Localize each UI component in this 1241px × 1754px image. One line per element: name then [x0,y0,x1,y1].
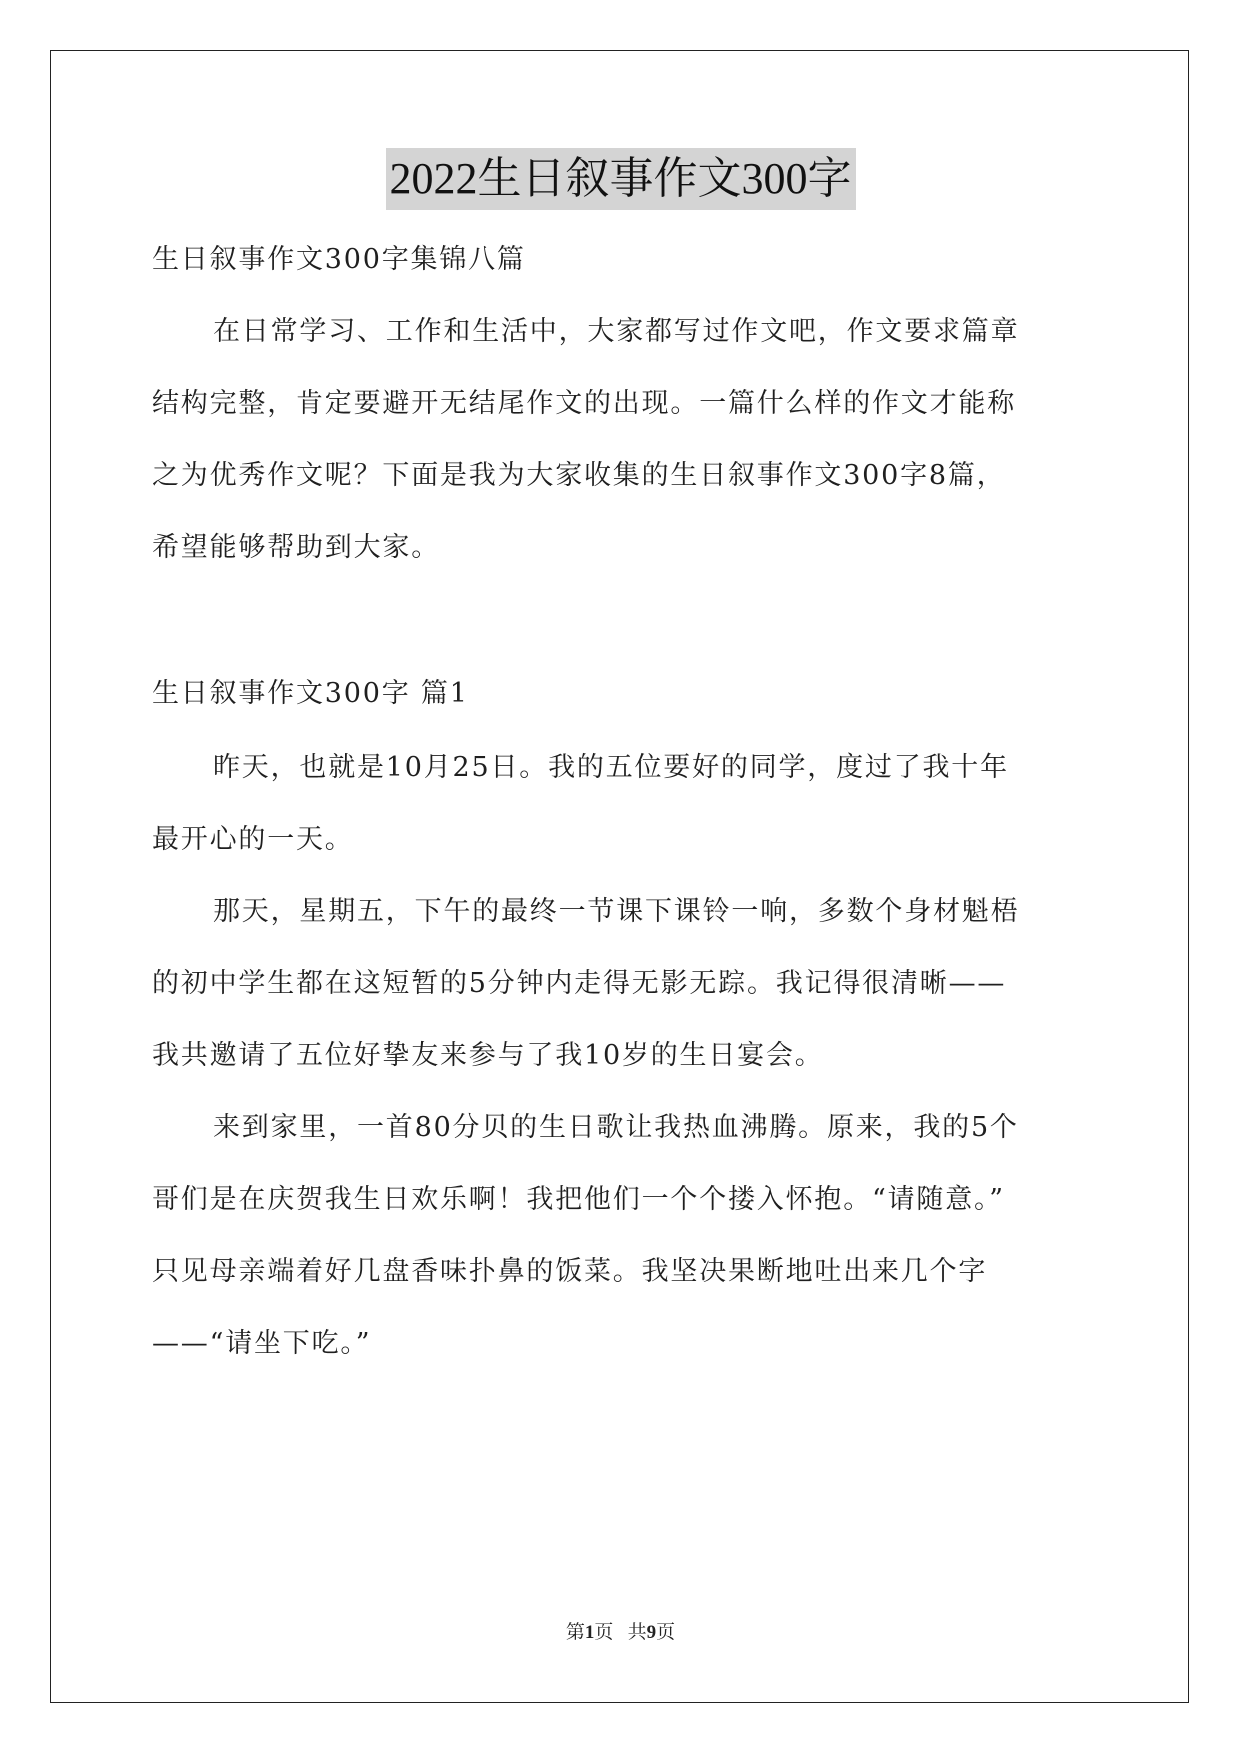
intro-line-1: 在日常学习、工作和生活中，大家都写过作文吧，作文要求篇章 [213,316,1020,347]
para1-line-1: 昨天，也就是10月25日。我的五位要好的同学，度过了我十年 [213,752,1009,783]
page-footer [0,1617,1241,1644]
para3-line-4: ——“请坐下吃。” [152,1328,372,1359]
footer-page-current: 1 [584,1622,595,1643]
para2-line-2: 的初中学生都在这短暂的5分钟内走得无影无踪。我记得很清晰—— [152,968,1007,999]
page-border [50,50,1189,1703]
intro-line-4: 希望能够帮助到大家。 [152,532,440,563]
footer-suffix: 页 [656,1622,676,1643]
document-subtitle: 生日叙事作文300字集锦八篇 [152,244,526,275]
intro-line-2: 结构完整，肯定要避开无结尾作文的出现。一篇什么样的作文才能称 [152,388,1016,419]
document-title: 2022生日叙事作文300字 [386,148,856,210]
para3-line-1: 来到家里，一首80分贝的生日歌让我热血沸腾。原来，我的5个 [213,1112,1019,1143]
para3-line-3: 只见母亲端着好几盘香味扑鼻的饭菜。我坚决果断地吐出来几个字 [152,1256,988,1287]
footer-page-total: 9 [646,1622,657,1643]
section-heading: 生日叙事作文300字 篇1 [152,678,469,709]
footer-mid: 页 共 [594,1622,647,1643]
para2-line-3: 我共邀请了五位好挚友来参与了我10岁的生日宴会。 [152,1040,824,1071]
footer-prefix: 第 [565,1622,585,1643]
para2-line-1: 那天，星期五，下午的最终一节课下课铃一响，多数个身材魁梧 [213,896,1020,927]
para3-line-2: 哥们是在庆贺我生日欢乐啊！我把他们一个个搂入怀抱。“请随意。” [152,1184,1005,1215]
para1-line-2: 最开心的一天。 [152,824,354,855]
title-wrap [0,148,1241,210]
intro-line-3: 之为优秀作文呢？下面是我为大家收集的生日叙事作文300字8篇， [152,460,1006,491]
